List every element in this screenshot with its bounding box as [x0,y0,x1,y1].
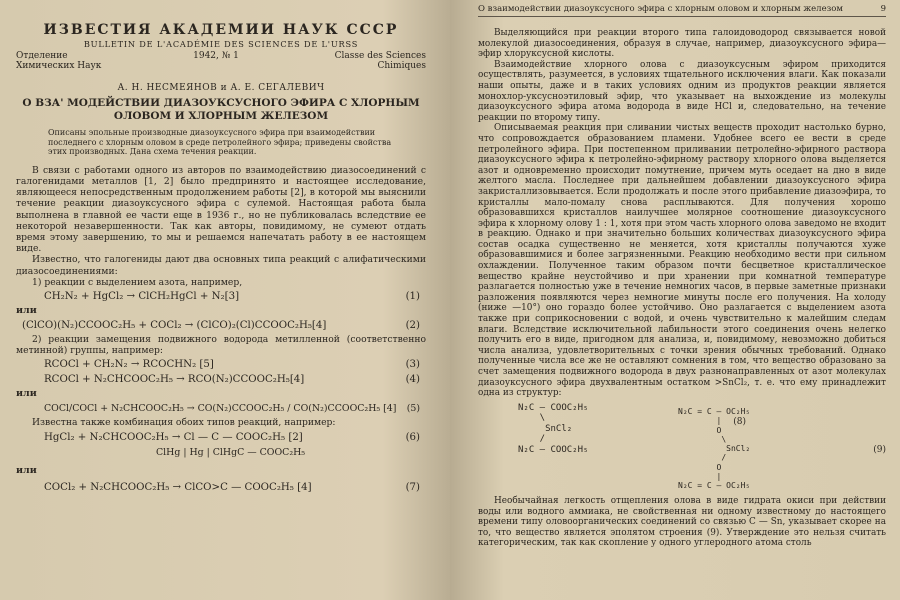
list-item: 1) реакции с выделением азота, например, [32,276,243,288]
equation-number: (2) [405,320,420,332]
equation-number: (6) [405,431,420,443]
equation-number: (1) [405,291,420,303]
formula-text: HgCl₂ + N₂CHCOOC₂H₅ → Cl — C — COOC₂H₅ [2] [44,431,303,443]
formula [44,402,420,415]
paragraph: Выделяющийся при реакции второго типа галоидоводород связывается новой молекулой диазосоединения, образуя в случае, например, диазоуксусного эфира—эфир хлоруксусной кислоты. [478,28,886,60]
formula [22,319,420,332]
or-label: или [16,305,37,317]
formula-text: RCOCl + N₂CHCOOC₂H₅ → RCO(N₂)CCOOC₂H₅[4] [44,374,305,386]
journal-title: ИЗВЕСТИЯ АКАДЕМИИ НАУК СССР [43,22,399,38]
or-label: или [16,388,37,400]
or-label: или [16,464,37,476]
formula-text: COCl/COCl + N₂CHCOOC₂H₅ → CO(N₂)CCOOC₂H₅ / CO(N₂)CCOOC₂H₅ [4] [44,403,397,415]
formula-continued [156,446,420,459]
structure-block [678,407,886,490]
issue-number: 1942, № 1 [193,51,239,61]
paragraph: Необычайная легкость отщепления олова в виде гидрата окиси при действии воды или водного аммиака, не свойственная ни одному известному до настоящего времени типу оловоорганических соединений со связью C — Sn, указывает скорее на то, что вещество является эполятом строения (9). Утверждение это нельзя считать категорическим, так как скопление у одного углеродного атома столь [478,496,886,549]
paragraph: Известна также комбинация обоих типов реакций, например: [32,417,336,429]
formula [44,481,420,494]
article-authors: А. Н. НЕСМЕЯНОВ и А. Е. СЕГАЛЕВИЧ [117,83,325,93]
paragraph: Описываемая реакция при сливании чистых веществ проходит настолько бурно, что сопровождается образованием пламени. Удобнее всего ее вести в среде петролейного эфира. При постепенном приливании петролейно-эфирного раствора диазоуксусного эфира к петролейно-эфирному раствору хлорного олова выделяется азот и одновременно происходит помутнение, причем муть оседает на дно в виде желтого масла. Последнее при дальнейшем добавлении диазоуксусного эфира закристаллизовывается. Если продолжать и после этого прибавление диазоэфира, то кристаллы мало-помалу снова расплываются. Для получения хорошо образовавшихся кристаллов наилучшее молярное соотношение диазоуксусного эфира к хлорному олову 1 : 1, хотя при этом часть хлорного олова заведомо не входит в реакцию. Однако и при значительно больших количествах диазоуксусного эфира состав осадка существенно не меняется, хотя кристаллы получаются хуже образовавшимися и более загрязненными. Реакцию необходимо вести при сильном охлаждении. Полученное таким образом почти бесцветное кристаллическое вещество крайне неустойчиво и при хранении при комнатной температуре разлагается полностью уже в течение немногих часов, в первые заметные признаки разложения появляются через немногие минуты после его получения. На холоду (ниже —10°) оно гораздо более устойчиво. Оно разлагается с выделением азота также при соприкосновении с водой, и очень чувствительно к малейшим следам влаги. Вследствие исключительной лабильности этого соединения очень нелегко получить его в виде, пригодном для анализа, и, повидимому, невозможно добиться числа анализа, удовлетворительных с точки зрения обычных требований. Однако полученные числа все же не оставляют сомнения в том, что вещество образовано за счет замещения подвижного водорода в двух разнонаправленных от азот молекулах диазоуксусного эфира двухвалентным остатком >SnCl₂, т. е. что ему принадлежит одна из структур: [478,123,886,399]
formula-text: COCl₂ + N₂CHCOOC₂H₅ → ClCO>C — COOC₂H₅ [4] [44,481,312,493]
equation-number: (7) [405,481,420,493]
formula-text: ClHg | Hg | ClHgC — COOC₂H₅ [156,446,306,458]
formula [44,373,420,386]
article-title: О ВЗА' МОДЕЙСТВИИ ДИАЗОУКСУСНОГО ЭФИРА С ХЛОРНЫМ ОЛОВОМ И ХЛОРНЫМ ЖЕЛЕЗОМ [22,97,420,122]
equation-number: (8) [733,416,746,427]
structure-8: N₂C — COOC₂H₅ \ SnCl₂ / N₂C — COOC₂H₅ [518,402,589,455]
formula-text: RCOCl + CH₂N₂ → RCOCHN₂ [5] [44,359,214,371]
equation-number: (9) [873,445,886,456]
paragraph: В связи с работами одного из авторов по взаимодействию диазосоединений с галогенидами металлов [1, 2] было предпринято и настоящее исследование, являющееся непосредственным продолжением работы [2], в которой мы выяснили течение реакции диазоуксусного эфира с сулемой. Настоящая работа была выполнена в главной ее части еще в 1936 г., но не публиковалась вследствие ее некоторой незавершенности. Так как авторы, повидимому, не сумеют отдать время этому завершению, то мы и решаемся напечатать работу в ее настоящем виде. [16,164,426,255]
formula [44,358,420,371]
equation-number: (5) [406,403,420,415]
paragraph: Взаимодействие хлорного олова с диазоуксусным эфиром приходится осуществлять, разумеется, в условиях тщательного исключения влаги. Как показали наши опыты, даже и в таких условиях одним из продуктов реакции является монохлор-уксусноэтиловый эфир, что указывает на выхождение из молекулы диазоуксусного эфира атома водорода в виде HCl и, следовательно, на течение реакции по второму типу. [478,59,886,123]
running-head [478,4,886,17]
running-head-title: О взаимодействии диазоуксусного эфира с хлорным оловом и хлорным железом [478,4,843,14]
list-item: 2) реакции замещения подвижного водорода метилленной (соответственно метинной) группы, например: [16,334,426,357]
equation-number: (3) [405,359,420,371]
formula-text: CH₂N₂ + HgCl₂ → ClCH₂HgCl + N₂[3] [44,291,240,303]
dept-fr: Classe des Sciences Chimiques [334,51,426,71]
page-number: 9 [880,4,886,14]
dept-ru: Отделение Химических Наук [16,51,102,71]
journal-subtitle: BULLETIN DE L'ACADÉMIE DES SCIENCES DE L'URSS [83,39,359,49]
paragraph: Известно, что галогениды дают два основных типа реакций с алифатическими диазосоединениями: [16,254,426,277]
equation-number: (4) [405,374,420,386]
formula [44,290,420,303]
structure-9: N₂C = C — OC₂H₅ | O \ SnCl₂ / O | N₂C = C — OC₂H₅ [678,407,751,490]
formula-text: (ClCO)(N₂)CCOOC₂H₅ + COCl₂ → (ClCO)₂(Cl)CCOOC₂H₅[4] [22,320,327,332]
right-page [450,0,900,600]
formula [44,431,420,444]
article-abstract: Описаны эпольные производные диазоуксусного эфира при взаимодействии последнего с хлорным оловом в среде петролейного эфира; приведены свойства этих производных. Дана схема течения реакции. [48,128,392,157]
journal-info-row [16,51,426,71]
